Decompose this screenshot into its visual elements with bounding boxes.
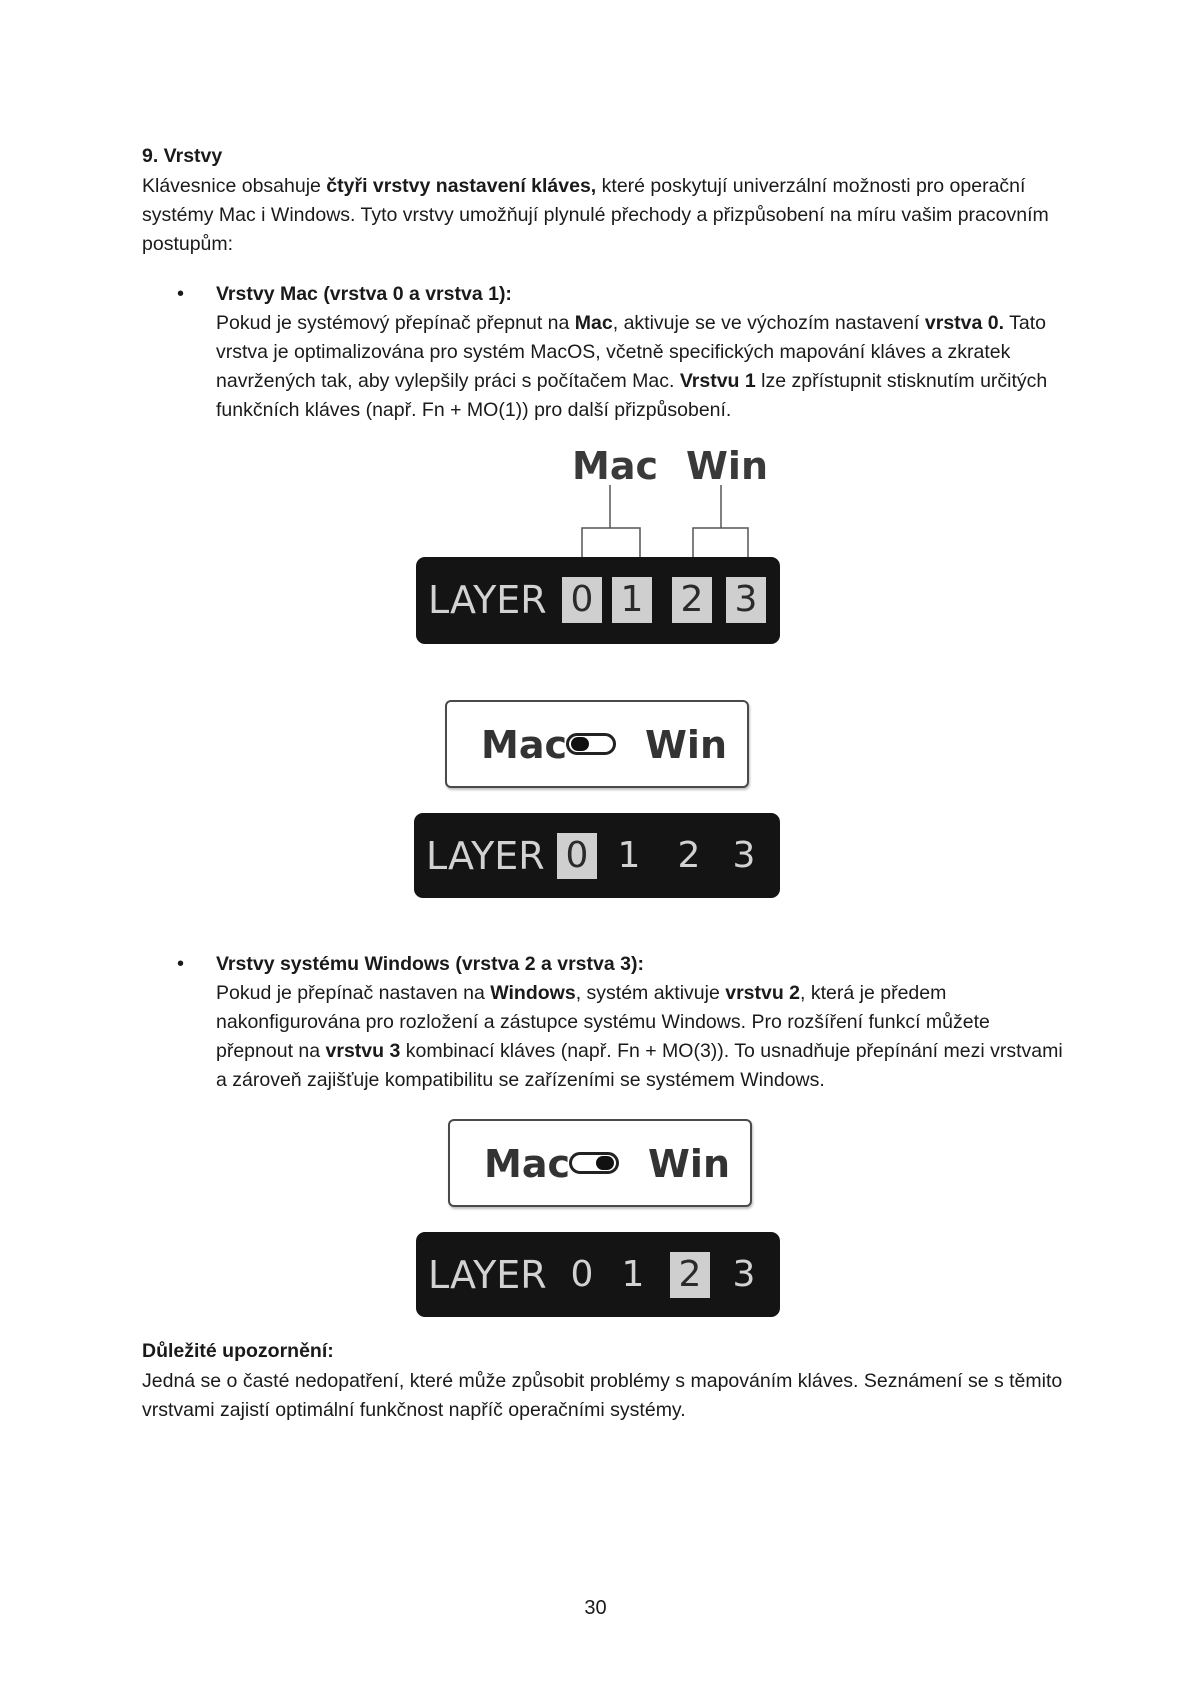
text-run: kombinací kláves (např. Fn + MO(3)). To usnadňuje přepínání mezi vrstvami a zároveň zajišťuje kompatibilitu se zařízeními se systémem Windows. [216,1040,1063,1091]
switch-mac-label: Mac [484,1142,570,1186]
text-run: Tato vrstva je optimalizována pro systém MacOS, včetně specifických mapování kláves a zkratek navržených tak, aby vylepšily práci s počítačem Mac. [216,312,1046,392]
bullet-body [216,950,1072,1095]
layer-word: LAYER [428,578,547,622]
bold-run: vrstvu 2 [725,982,801,1004]
page-number: 30 [584,1597,607,1619]
text-run: , systém aktivuje [575,982,726,1004]
bold-run: vrstvu 3 [325,1040,401,1062]
layer-1: 1 [612,577,652,623]
bullet-dot: • [177,953,185,975]
layer-indicator-all [416,557,780,644]
layer-2-active: 2 [670,1252,710,1298]
layer-0: 0 [562,577,602,623]
toggle-icon [566,733,616,755]
text-run: lze zpřístupnit stisknutím určitých funkčních kláves (např. Fn + MO(1)) pro další přizpůsobení. [216,370,1048,421]
figure-win-label: Win [686,444,768,488]
layer-0-active: 0 [557,833,597,879]
layer-2: 2 [672,577,712,623]
text-run: , která je předem nakonfigurována pro rozložení a zástupce systému Windows. Pro rozšíření funkcí můžete přepnout na [216,982,990,1062]
bold-run: vrstva 0. [924,312,1005,334]
bullet-body [216,280,1072,425]
figure-mac-label: Mac [572,444,658,488]
toggle-icon [569,1152,619,1174]
intro-text-1: Klávesnice obsahuje [142,175,327,197]
intro-paragraph [142,172,1072,259]
layer-3: 3 [732,1254,756,1295]
layer-word: LAYER [426,834,545,878]
text-run: Pokud je systémový přepínač přepnut na [216,312,575,334]
intro-text-2: které poskytují univerzální možnosti pro operační systémy Mac i Windows. Tyto vrstvy umožňují plynulé přechody a přizpůsobení na míru vašim pracovním postupům: [142,175,1049,255]
text-run: , aktivuje se ve výchozím nastavení [612,312,925,334]
bullet-dot: • [177,283,185,305]
switch-win-label: Win [645,723,727,767]
notice-title: Důležité upozornění: [142,1340,334,1362]
os-switch-mac [445,700,749,788]
layer-1: 1 [617,835,641,876]
text-run: Pokud je přepínač nastaven na [216,982,491,1004]
layer-2: 2 [677,835,701,876]
toggle-knob [571,737,589,751]
bullet-text [216,309,1072,425]
layer-indicator-win [416,1232,780,1317]
intro-bold: čtyři vrstvy nastavení kláves, [326,175,597,197]
bold-run: Mac [574,312,613,334]
layer-3: 3 [732,835,756,876]
os-switch-win [448,1119,752,1207]
switch-win-label: Win [648,1142,730,1186]
bullet-title: Vrstvy systému Windows (vrstva 2 a vrstva 3): [216,953,644,975]
layer-indicator-mac [414,813,780,898]
layer-word: LAYER [428,1253,547,1297]
layer-0: 0 [570,1254,594,1295]
bold-run: Windows [490,982,576,1004]
bullet-text [216,979,1072,1095]
bullet-title: Vrstvy Mac (vrstva 0 a vrstva 1): [216,283,512,305]
bold-run: Vrstvu 1 [679,370,756,392]
toggle-knob [596,1156,614,1170]
section-heading: 9. Vrstvy [142,145,223,167]
layer-1: 1 [621,1254,645,1295]
layer-3: 3 [726,577,766,623]
notice-text: Jedná se o časté nedopatření, které může způsobit problémy s mapováním kláves. Seznámení se s těmito vrstvami zajistí optimální funkčnost napříč operačními systémy. [142,1370,1063,1421]
switch-mac-label: Mac [481,723,567,767]
